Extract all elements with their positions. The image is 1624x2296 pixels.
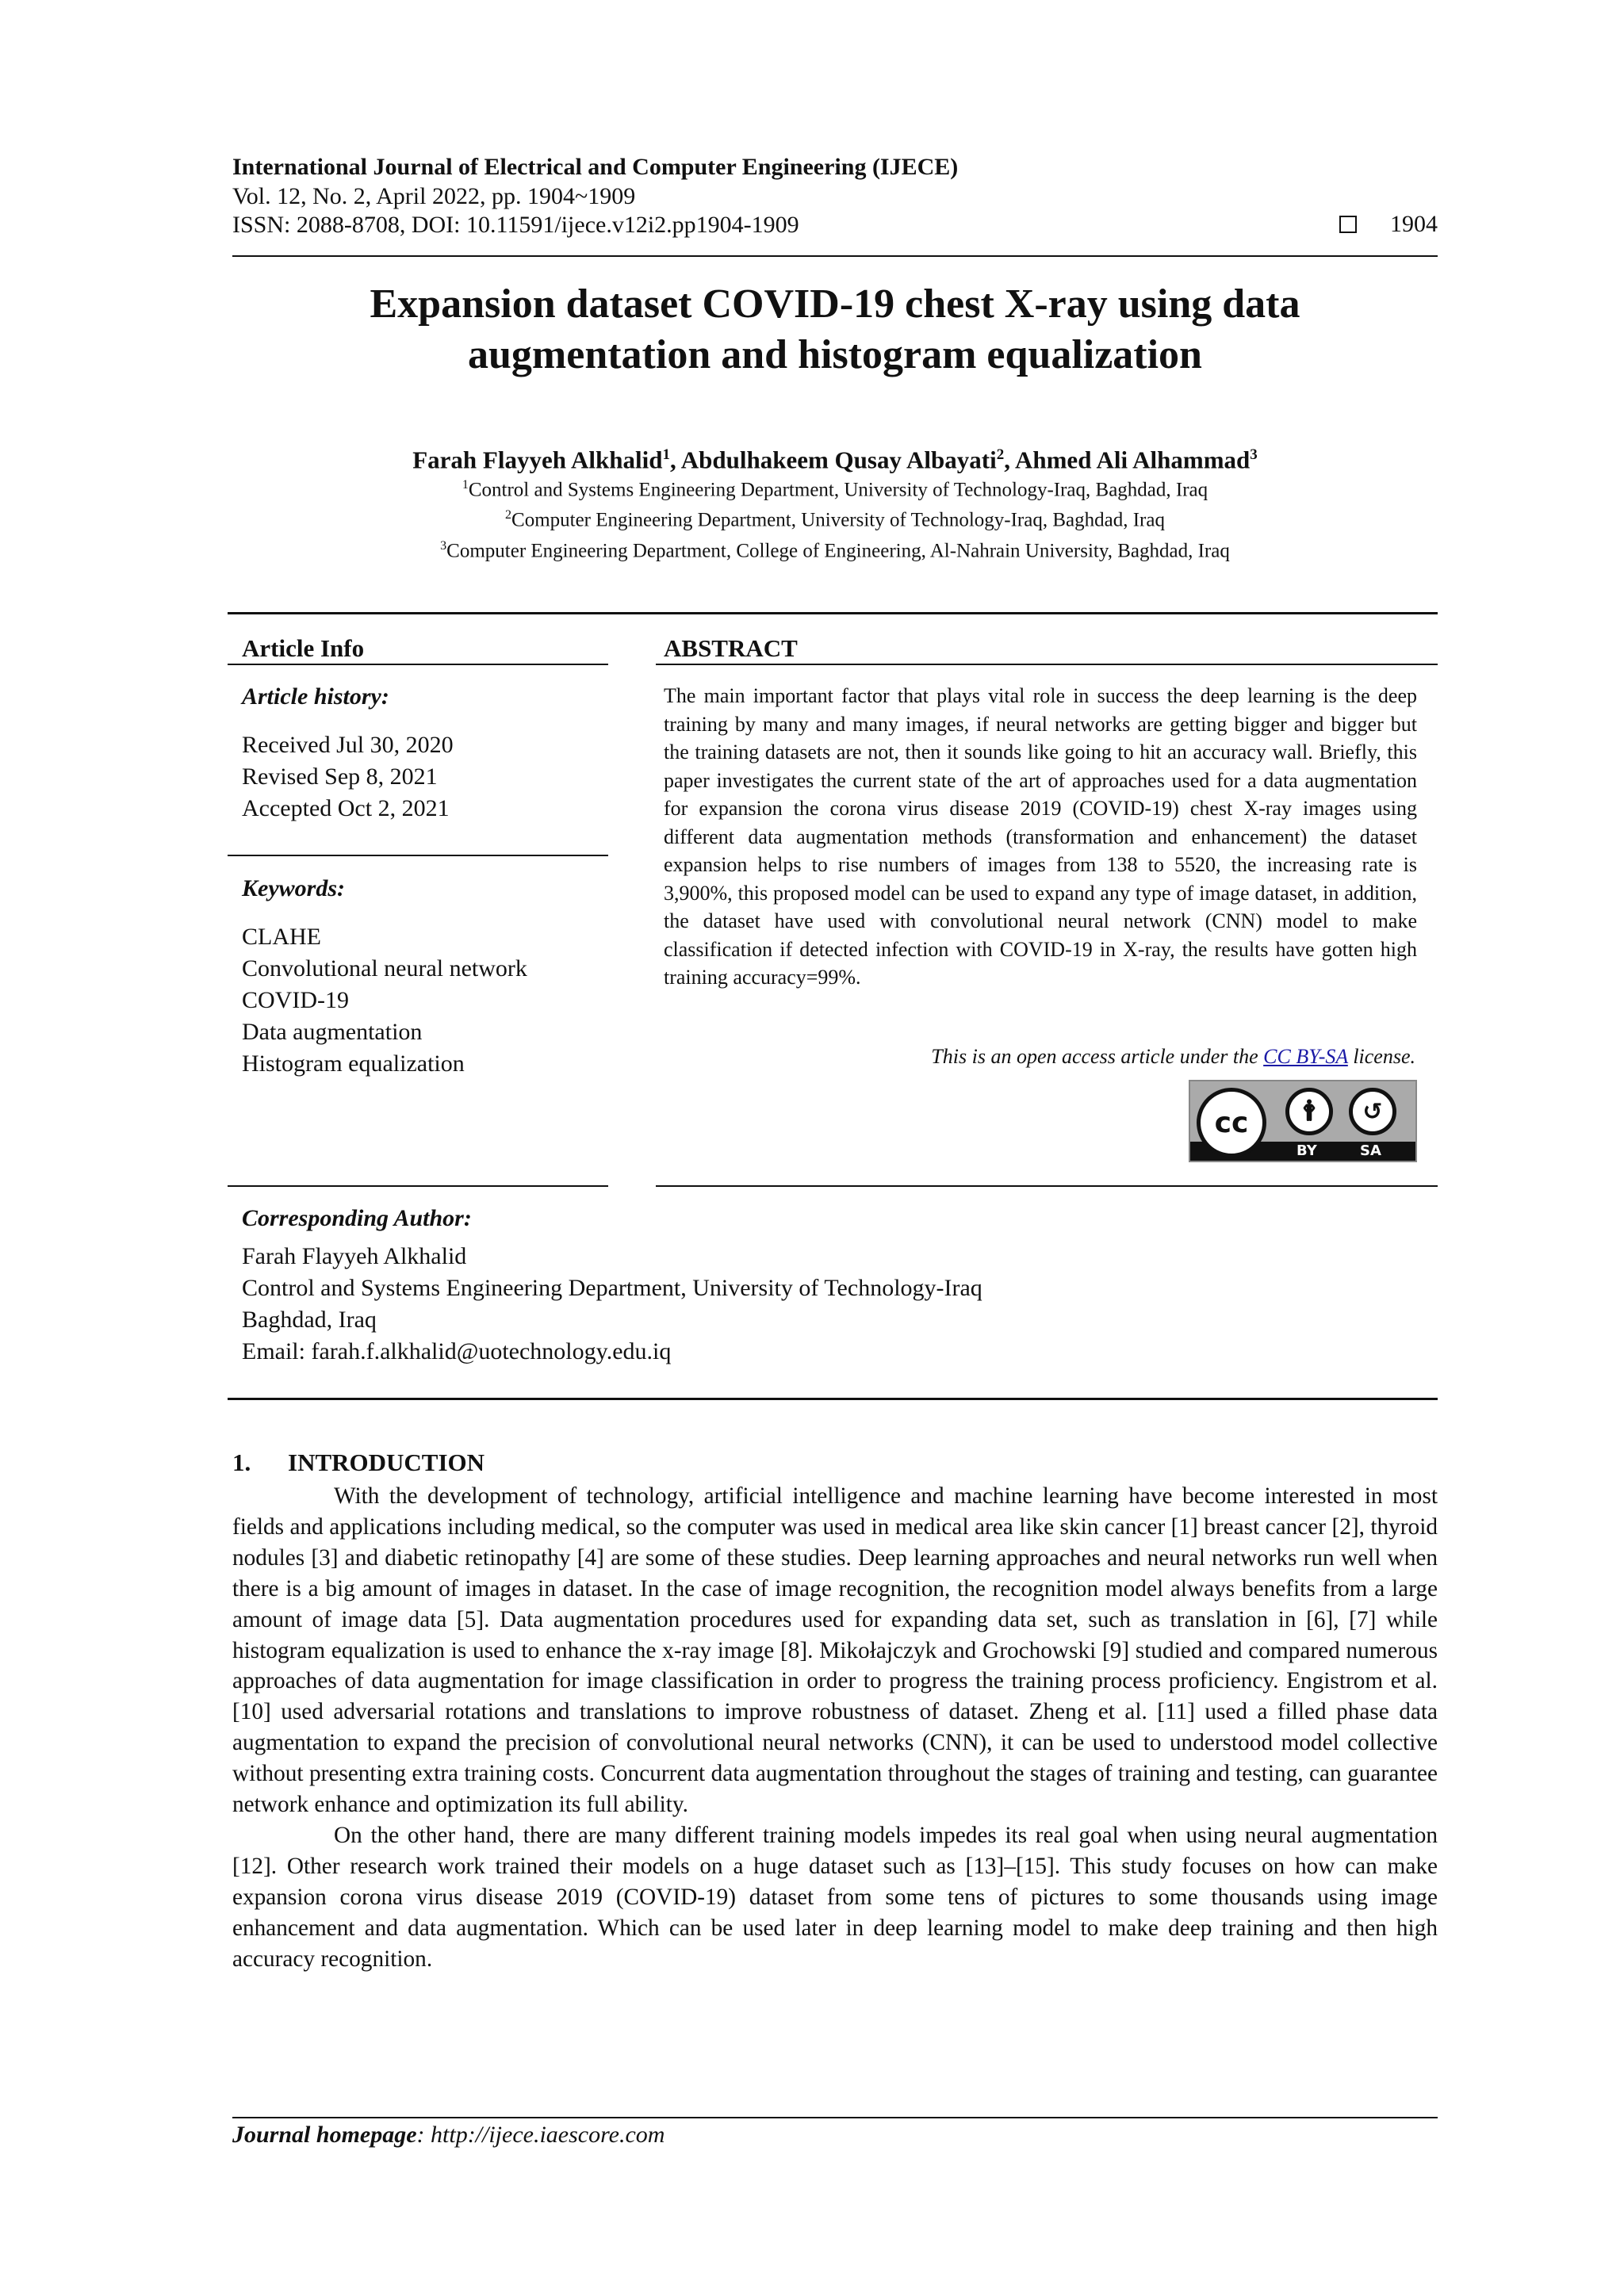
journal-volume: Vol. 12, No. 2, April 2022, pp. 1904~1909 [232, 183, 636, 209]
paragraph: On the other hand, there are many different training models impedes its real goal when using neural augmentation [12]. Other research work trained their models on a huge dataset such as [13]–[15]. This study focuses on how can make expansion corona virus disease 2019 (COVID-19) dataset from some tens of pictures to some thousands using image enhancement and data augmentation. Which can be used later in deep learning model to make deep training and then high accuracy recognition. [232, 1822, 1438, 1972]
abstract-rule [656, 664, 1438, 665]
license-link[interactable]: CC BY-SA [1263, 1045, 1348, 1068]
badge-by-label: BY [1297, 1142, 1317, 1159]
revised-date: Revised Sep 8, 2021 [242, 763, 438, 790]
license-prefix: This is an open access article under the [931, 1045, 1264, 1068]
section-title: INTRODUCTION [288, 1448, 485, 1476]
affiliation-3 [232, 534, 1438, 564]
creative-commons-icon: cc [1197, 1088, 1266, 1158]
author-name: Abdulhakeem Qusay Albayati [680, 446, 997, 474]
author-name: Farah Flayyeh Alkhalid [412, 446, 663, 474]
affiliation-text: Computer Engineering Department, College of Engineering, Al-Nahrain University, Baghdad, Iraq [446, 539, 1230, 561]
license-statement [931, 1045, 1415, 1069]
footer-rule [232, 2117, 1438, 2118]
keyword: Data augmentation [242, 1019, 423, 1045]
received-date: Received Jul 30, 2020 [242, 732, 454, 758]
info-top-rule [228, 612, 1438, 614]
abstract-text: The main important factor that plays vital role in success the deep learning is the deep training by many and many images, if neural networks are getting bigger and bigger but the training datasets are not, then it sounds like going to hit an accuracy wall. Briefly, this paper investigates the current state of the art of approaches used for a data augmentation for expansion the corona virus disease 2019 (COVID-19) chest X-ray images using different data augmentation methods (transformation and enhancement) the dataset expansion helps to rise numbers of images from 138 to 5520, the increasing rate is 3,900%, this proposed model can be used to expand any type of image dataset, in addition, the dataset have used with convolutional neural network (CNN) model to make classification if detected infection with COVID-19 in X-ray, the results have gotten high training accuracy=99%. [664, 684, 1417, 989]
license-suffix: license. [1347, 1045, 1415, 1068]
affiliation-2 [232, 503, 1438, 533]
cc-by-sa-badge[interactable] [1189, 1080, 1417, 1162]
keywords-rule [228, 1185, 608, 1187]
history-heading: Article history: [242, 683, 389, 710]
affiliations [232, 473, 1438, 564]
corresponding-details [242, 1241, 982, 1368]
footer-url[interactable]: : http://ijece.iaescore.com [416, 2122, 665, 2148]
keyword: Histogram equalization [242, 1050, 465, 1077]
corresponding-email[interactable]: Email: farah.f.alkhalid@uotechnology.edu.iq [242, 1338, 672, 1364]
journal-header [232, 152, 1438, 241]
corresponding-heading: Corresponding Author: [242, 1205, 472, 1231]
title-line-1: Expansion dataset COVID-19 chest X-ray using data [370, 281, 1300, 327]
keyword: COVID-19 [242, 987, 349, 1013]
keyword-list [242, 921, 527, 1080]
paper-title [232, 279, 1438, 381]
attribution-icon: 🛉 [1285, 1088, 1333, 1135]
keywords-heading: Keywords: [242, 875, 345, 901]
page-number: 1904 [1390, 211, 1438, 237]
journal-name: International Journal of Electrical and Computer Engineering (IJECE) [232, 154, 959, 180]
journal-issn-doi: ISSN: 2088-8708, DOI: 10.11591/ijece.v12i2.pp1904-1909 [232, 212, 799, 238]
corresponding-name: Farah Flayyeh Alkhalid [242, 1243, 467, 1269]
author-sup: 2 [996, 446, 1005, 463]
author-sup: 3 [1250, 446, 1258, 463]
affiliation-text: Computer Engineering Department, University of Technology-Iraq, Baghdad, Iraq [511, 509, 1165, 531]
header-rule [232, 255, 1438, 257]
affiliation-sup: 1 [462, 478, 469, 492]
badge-sa-label: SA [1360, 1142, 1381, 1159]
footer-label: Journal homepage [232, 2122, 417, 2148]
paragraph: With the development of technology, artificial intelligence and machine learning have become interested in most fields and applications including medical, so the computer was used in medical area like skin cancer [1] breast cancer [2], thyroid nodules [3] and diabetic retinopathy [4] are some of these studies. Deep learning approaches and neural networks run well when there is a big amount of images in dataset. In the case of image recognition, the recognition model always benefits from a large amount of image data [5]. Data augmentation procedures used for expanding data set, such as translation in [6], [7] while histogram equalization is used to enhance the x-ray image [8]. Mikołajczyk and Grochowski [9] studied and compared numerous approaches of data augmentation for image classification in order to progress the training process proficiency. Engistrom et al. [10] used adversarial rotations and translations to improve robustness of dataset. Zheng et al. [11] used a filled phase data augmentation to expand the precision of convolutional neural networks (CNN), it can be used to understood model collective without presenting extra training costs. Concurrent data augmentation throughout the stages of training and testing, can guarantee network enhance and optimization its full ability. [232, 1483, 1438, 1818]
affiliation-text: Control and Systems Engineering Department, University of Technology-Iraq, Baghdad, Iraq [468, 479, 1208, 501]
author-list: Farah Flayyeh Alkhalid$^1$, Abdulhakeem Qusay Albayati$^2$, Ahmed Ali Alhammad$^3$ [412, 446, 1258, 474]
corresponding-city: Baghdad, Iraq [242, 1307, 377, 1333]
affiliation-sup: 2 [505, 508, 512, 522]
section-heading [232, 1448, 485, 1477]
section-number: 1. [232, 1448, 251, 1476]
share-alike-icon: ↺ [1349, 1088, 1396, 1135]
corresponding-dept: Control and Systems Engineering Department, University of Technology-Iraq [242, 1275, 982, 1301]
accepted-date: Accepted Oct 2, 2021 [242, 795, 450, 821]
keyword: CLAHE [242, 924, 321, 950]
article-info-rule [228, 664, 608, 665]
square-bullet-icon [1339, 216, 1357, 233]
author-sup: 1 [662, 446, 670, 463]
keyword: Convolutional neural network [242, 955, 527, 982]
info-bottom-rule [228, 1398, 1438, 1400]
history-dates [242, 729, 454, 825]
introduction-body [232, 1481, 1438, 1975]
article-info-heading: Article Info [242, 634, 365, 662]
history-rule [228, 855, 608, 856]
abstract-heading: ABSTRACT [664, 634, 798, 662]
author-name: Ahmed Ali Alhammad [1014, 446, 1251, 474]
title-line-2: augmentation and histogram equalization [468, 332, 1202, 377]
affiliation-sup: 3 [440, 538, 447, 553]
abstract-bottom-rule [656, 1185, 1438, 1187]
journal-footer [232, 2122, 665, 2149]
affiliation-1 [232, 473, 1438, 503]
